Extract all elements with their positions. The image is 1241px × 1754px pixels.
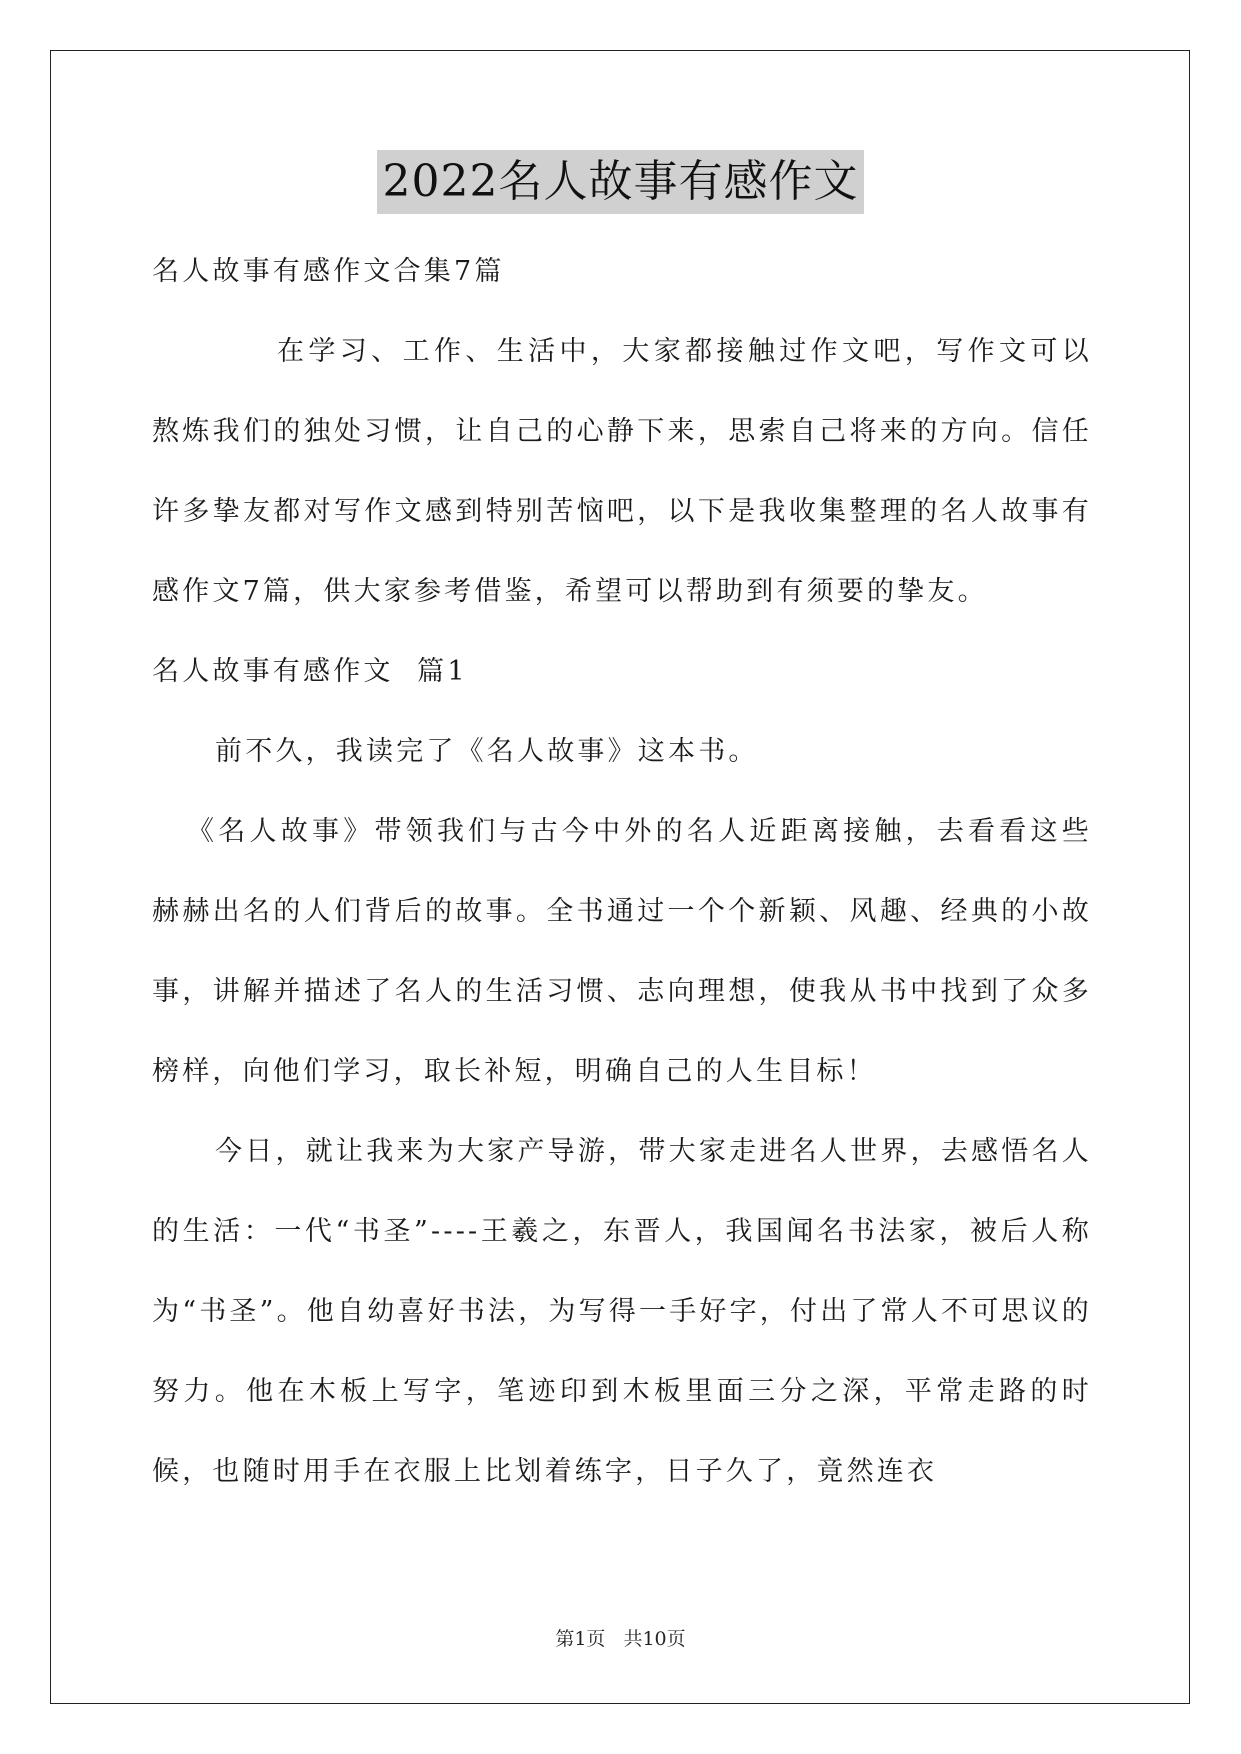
page-number: 第1页: [555, 1628, 606, 1650]
page-footer: [0, 1624, 1241, 1651]
body-paragraph-2: 《名人故事》带领我们与古今中外的名人近距离接触，去看看这些赫赫出名的人们背后的故事。全书通过一个个新颖、风趣、经典的小故事，讲解并描述了名人的生活习惯、志向理想，使我从书中找到了众多榜样，向他们学习，取长补短，明确自己的人生目标！: [152, 816, 1092, 1087]
document-subtitle: 名人故事有感作文合集7篇: [152, 256, 505, 287]
document-title: 2022名人故事有感作文: [377, 150, 865, 214]
page-total: 共10页: [623, 1628, 686, 1650]
title-container: [0, 150, 1241, 214]
intro-paragraph: 在学习、工作、生活中，大家都接触过作文吧，写作文可以熬炼我们的独处习惯，让自己的心静下来，思索自己将来的方向。信任许多挚友都对写作文感到特别苦恼吧，以下是我收集整理的名人故事有感作文7篇，供大家参考借鉴，希望可以帮助到有须要的挚友。: [152, 336, 1092, 607]
body-paragraph-3: 今日，就让我来为大家产导游，带大家走进名人世界，去感悟名人的生活：一代“书圣”----王羲之，东晋人，我国闻名书法家，被后人称为“书圣”。他自幼喜好书法，为写得一手好字，付出了常人不可思议的努力。他在木板上写字，笔迹印到木板里面三分之深，平常走路的时候，也随时用手在衣服上比划着练字，日子久了，竟然连衣: [152, 1136, 1093, 1487]
section-heading: 名人故事有感作文 篇1: [152, 656, 468, 687]
body-paragraph-1: 前不久，我读完了《名人故事》这本书。: [215, 736, 759, 767]
document-body: [152, 232, 1092, 1512]
